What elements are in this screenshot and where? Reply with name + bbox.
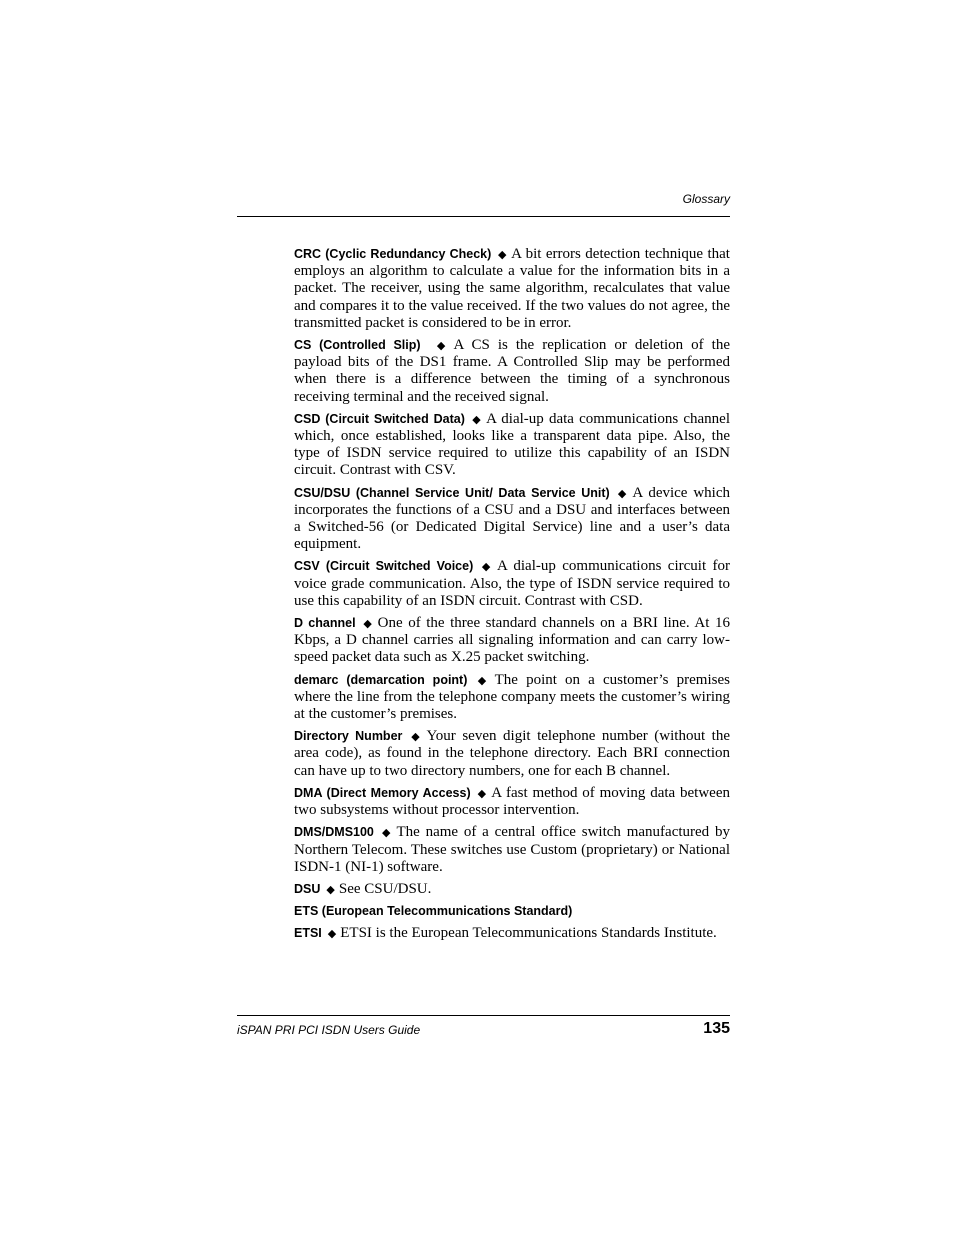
glossary-entry	[294, 246, 730, 332]
diamond-icon: ◆	[615, 486, 629, 500]
glossary-term: CSD (Circuit Switched Data)	[294, 411, 465, 426]
glossary-entry	[294, 785, 730, 819]
glossary-term: D channel	[294, 616, 356, 631]
glossary-entry	[294, 615, 730, 667]
running-header: Glossary	[682, 192, 730, 206]
glossary-entry	[294, 672, 730, 724]
glossary-term: CRC (Cyclic Redundancy Check)	[294, 247, 492, 261]
diamond-icon: ◆	[473, 673, 491, 687]
glossary-term: DMA (Direct Memory Access)	[294, 785, 471, 800]
glossary-definition: The name of a central office switch manufactured by Northern Telecom. These switches use Custom (proprietary) or National ISDN-1 (NI-1) software.	[294, 824, 730, 875]
diamond-icon: ◆	[327, 927, 337, 941]
glossary-definition: ETSI is the European Telecommunications Standards Institute.	[340, 925, 717, 942]
glossary-entry	[294, 881, 730, 898]
glossary-definition: A CS is the replication or deletion of the payload bits of the DS1 frame. A Controlled Slip may be performed when there is a difference between the timing of a synchronous receiving terminal and the received signal.	[294, 337, 730, 405]
glossary-entry	[294, 485, 730, 554]
glossary-definition: A dial-up data communications channel which, once established, looks like a transparent data pipe. Also, the type of ISDN service required to utilize this capability of an ISDN circuit. Contrast with CSV.	[294, 410, 731, 479]
glossary-term: demarc (demarcation point)	[294, 672, 468, 687]
diamond-icon: ◆	[379, 826, 393, 840]
diamond-icon: ◆	[326, 882, 335, 896]
diamond-icon: ◆	[476, 786, 488, 800]
diamond-icon: ◆	[361, 617, 374, 631]
footer-title: iSPAN PRI PCI ISDN Users Guide	[237, 1023, 421, 1037]
glossary-entry	[294, 824, 730, 876]
page-number: 135	[703, 1020, 730, 1037]
glossary-definition: A bit errors detection technique that employs an algorithm to calculate a value for the information bits in a packet. The receiver, using the same algorithm, recalculates that value and compares it to the value received. If the two values do not agree, the transmitted packet is considered to be in error.	[294, 246, 730, 331]
diamond-icon: ◆	[470, 412, 483, 426]
glossary-entry	[294, 337, 730, 406]
glossary-definition: See CSU/DSU.	[338, 880, 432, 897]
glossary-definition: A device which incorporates the functions of a CSU and a DSU and interfaces between a Switched-56 (or Dedicated Digital Service) line and a user’s data equipment.	[294, 484, 730, 553]
glossary-term: CSU/DSU (Channel Service Unit/ Data Service Unit)	[294, 485, 610, 500]
glossary-entry	[294, 558, 730, 610]
diamond-icon: ◆	[497, 248, 508, 261]
glossary-term: CSV (Circuit Switched Voice)	[294, 559, 474, 574]
footer-rule	[237, 1015, 730, 1016]
diamond-icon: ◆	[432, 339, 450, 353]
glossary-entry	[294, 411, 730, 480]
glossary-term: ETS (European Telecommunications Standard)	[294, 904, 573, 919]
glossary-definition: Your seven digit telephone number (without the area code), as found in the telephone directory. Each BRI connection can have up to two directory numbers, one for each B channel.	[294, 728, 730, 779]
glossary-content	[294, 246, 730, 948]
glossary-definition: A fast method of moving data between two subsystems without processor intervention.	[294, 784, 730, 819]
glossary-definition: One of the three standard channels on a BRI line. At 16 Kbps, a D channel carries all signaling information and can carry low-speed packet data such as X.25 packet switching.	[294, 615, 730, 666]
glossary-term: DMS/DMS100	[294, 825, 374, 840]
glossary-term: DSU	[294, 881, 321, 896]
glossary-term: ETSI	[294, 926, 322, 941]
glossary-entry	[294, 903, 730, 920]
diamond-icon: ◆	[479, 560, 493, 574]
glossary-definition: A dial-up communications circuit for voice grade communication. Also, the type of ISDN service required to use this capability of an ISDN circuit. Contrast with CSD.	[294, 558, 730, 609]
glossary-term: Directory Number	[294, 729, 403, 744]
glossary-term: CS (Controlled Slip)	[294, 338, 421, 353]
glossary-entry	[294, 925, 730, 942]
header-rule	[237, 216, 730, 217]
glossary-definition: The point on a customer’s premises where the line from the telephone company meets the customer’s wiring at the customer’s premises.	[294, 671, 730, 723]
glossary-entry	[294, 728, 730, 780]
diamond-icon: ◆	[408, 730, 423, 744]
